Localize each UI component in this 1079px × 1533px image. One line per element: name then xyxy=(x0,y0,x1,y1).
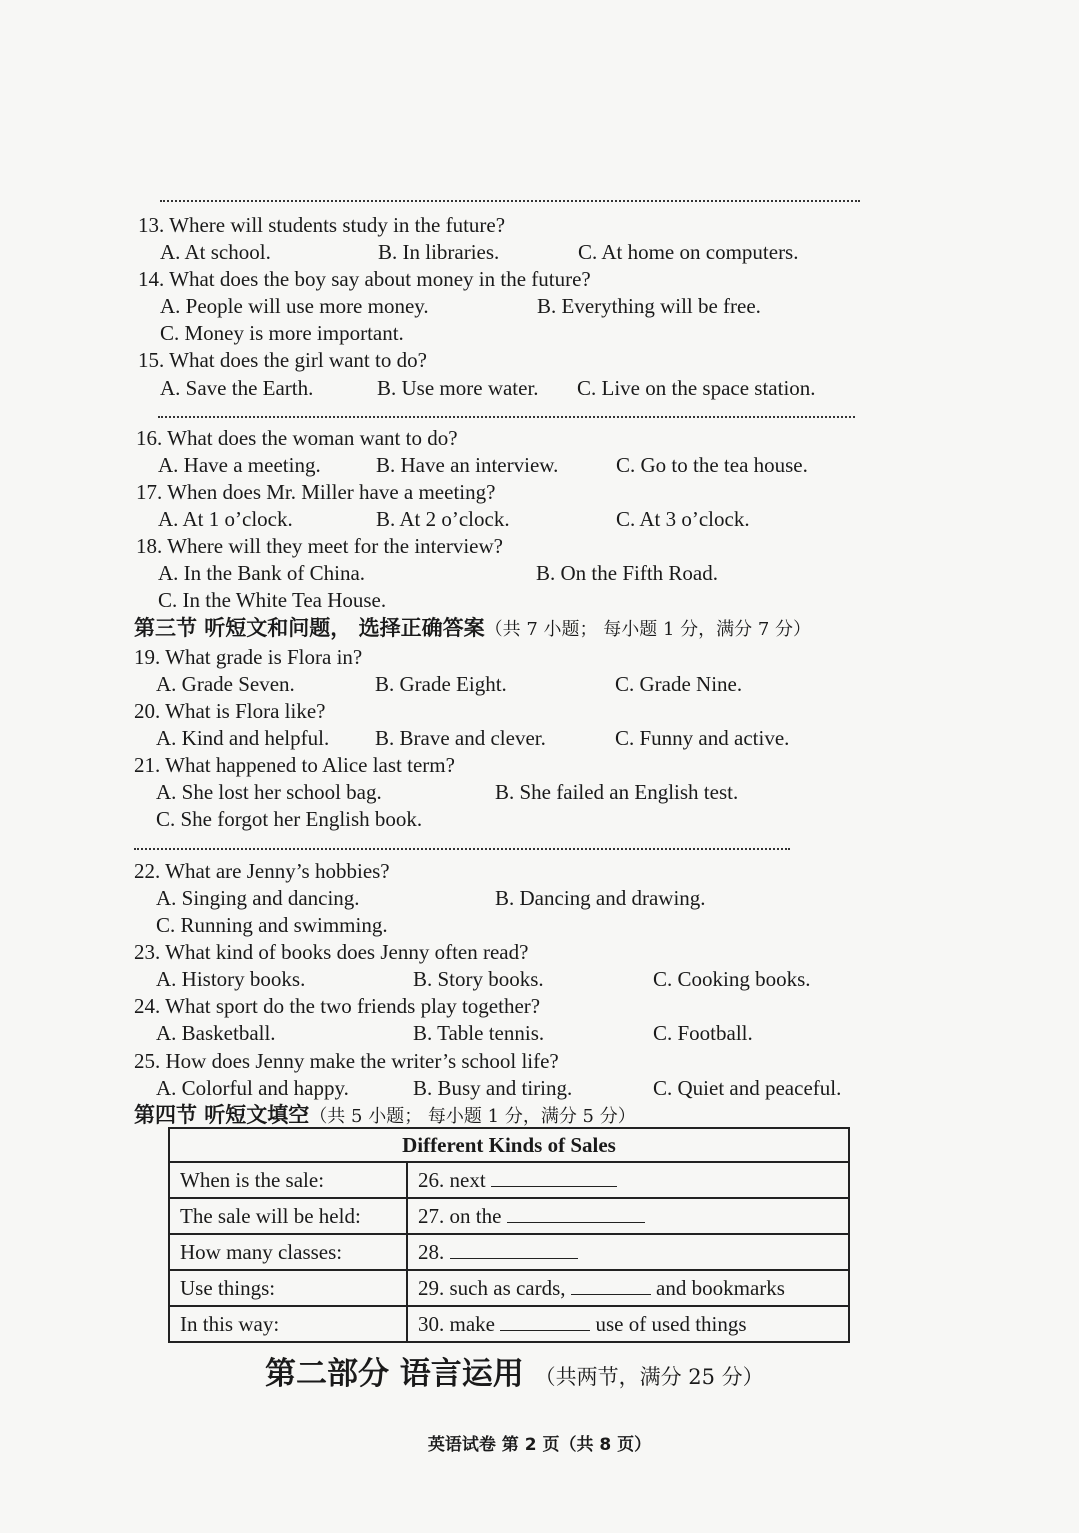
option-14b: B. Everything will be free. xyxy=(537,294,761,318)
option-17c: C. At 3 o’clock. xyxy=(616,507,750,531)
option-20a: A. Kind and helpful. xyxy=(156,726,330,750)
row-label: When is the sale: xyxy=(169,1162,407,1198)
question-17: 17. When does Mr. Miller have a meeting? xyxy=(136,480,496,504)
question-21: 21. What happened to Alice last term? xyxy=(134,753,455,777)
option-22a: A. Singing and dancing. xyxy=(156,886,360,910)
question-19: 19. What grade is Flora in? xyxy=(134,645,363,669)
divider-dotted xyxy=(134,848,790,850)
option-15c: C. Live on the space station. xyxy=(577,376,816,400)
option-15a: A. Save the Earth. xyxy=(160,376,314,400)
part-2-heading xyxy=(265,1348,764,1393)
section-3-note: （共 7 小题； 每小题 1 分，满分 7 分） xyxy=(484,619,812,640)
row-answer-cell xyxy=(407,1270,849,1306)
table-row xyxy=(169,1306,849,1342)
row-prompt: 26. next xyxy=(418,1167,486,1192)
question-18: 18. Where will they meet for the interview? xyxy=(136,534,503,558)
option-24c: C. Football. xyxy=(653,1021,753,1045)
question-15: 15. What does the girl want to do? xyxy=(138,348,427,372)
row-prompt: 28. xyxy=(418,1239,445,1264)
option-16b: B. Have an interview. xyxy=(376,453,559,477)
option-14c: C. Money is more important. xyxy=(160,321,404,345)
option-23c: C. Cooking books. xyxy=(653,967,811,991)
option-22b: B. Dancing and drawing. xyxy=(495,886,706,910)
option-13a: A. At school. xyxy=(160,240,271,264)
option-15b: B. Use more water. xyxy=(377,376,539,400)
option-21b: B. She failed an English test. xyxy=(495,780,739,804)
question-22: 22. What are Jenny’s hobbies? xyxy=(134,859,390,883)
option-16c: C. Go to the tea house. xyxy=(616,453,808,477)
option-25c: C. Quiet and peaceful. xyxy=(653,1076,842,1100)
section-4-heading xyxy=(134,1102,636,1130)
answer-blank-26[interactable] xyxy=(491,1168,617,1187)
option-25b: B. Busy and tiring. xyxy=(413,1076,573,1100)
table-row xyxy=(169,1270,849,1306)
part-2-note: （共两节，满分 25 分） xyxy=(534,1365,764,1389)
option-21c: C. She forgot her English book. xyxy=(156,807,423,831)
part-2-title: 第二部分 语言运用 xyxy=(265,1356,524,1392)
row-prompt: 30. make xyxy=(418,1311,495,1336)
table-row xyxy=(169,1234,849,1270)
option-17b: B. At 2 o’clock. xyxy=(376,507,510,531)
row-label: The sale will be held: xyxy=(169,1198,407,1234)
section-4-title: 第四节 听短文填空 xyxy=(134,1103,310,1127)
table-row xyxy=(169,1162,849,1198)
option-19c: C. Grade Nine. xyxy=(615,672,743,696)
option-23a: A. History books. xyxy=(156,967,306,991)
question-16: 16. What does the woman want to do? xyxy=(136,426,458,450)
option-17a: A. At 1 o’clock. xyxy=(158,507,293,531)
row-answer-cell xyxy=(407,1162,849,1198)
row-suffix: use of used things xyxy=(595,1311,747,1336)
question-23: 23. What kind of books does Jenny often read? xyxy=(134,940,529,964)
option-25a: A. Colorful and happy. xyxy=(156,1076,349,1100)
option-20c: C. Funny and active. xyxy=(615,726,790,750)
question-25: 25. How does Jenny make the writer’s school life? xyxy=(134,1049,559,1073)
option-16a: A. Have a meeting. xyxy=(158,453,321,477)
option-13b: B. In libraries. xyxy=(378,240,500,264)
option-14a: A. People will use more money. xyxy=(160,294,429,318)
option-19a: A. Grade Seven. xyxy=(156,672,295,696)
question-20: 20. What is Flora like? xyxy=(134,699,326,723)
divider-dotted xyxy=(160,200,860,202)
row-answer-cell xyxy=(407,1306,849,1342)
option-21a: A. She lost her school bag. xyxy=(156,780,382,804)
question-13: 13. Where will students study in the future? xyxy=(138,213,506,237)
option-18c: C. In the White Tea House. xyxy=(158,588,387,612)
option-19b: B. Grade Eight. xyxy=(375,672,507,696)
row-label: How many classes: xyxy=(169,1234,407,1270)
sales-table xyxy=(168,1127,850,1343)
page-footer: 英语试卷 第 2 页（共 8 页） xyxy=(427,1435,652,1455)
row-prompt: 27. on the xyxy=(418,1203,502,1228)
answer-blank-29[interactable] xyxy=(571,1276,651,1295)
row-answer-cell xyxy=(407,1198,849,1234)
table-row xyxy=(169,1198,849,1234)
row-prompt: 29. such as cards, xyxy=(418,1275,566,1300)
option-23b: B. Story books. xyxy=(413,967,544,991)
option-24b: B. Table tennis. xyxy=(413,1021,545,1045)
answer-blank-30[interactable] xyxy=(500,1312,590,1331)
table-header-row xyxy=(169,1128,849,1162)
option-13c: C. At home on computers. xyxy=(578,240,799,264)
answer-blank-28[interactable] xyxy=(450,1240,578,1259)
row-answer-cell xyxy=(407,1234,849,1270)
section-3-title: 第三节 听短文和问题， 选择正确答案 xyxy=(134,616,485,640)
option-20b: B. Brave and clever. xyxy=(375,726,546,750)
question-24: 24. What sport do the two friends play together? xyxy=(134,994,541,1018)
option-18b: B. On the Fifth Road. xyxy=(536,561,718,585)
section-3-heading xyxy=(134,615,811,643)
option-22c: C. Running and swimming. xyxy=(156,913,388,937)
section-4-note: （共 5 小题； 每小题 1 分，满分 5 分） xyxy=(309,1106,636,1127)
option-24a: A. Basketball. xyxy=(156,1021,276,1045)
answer-blank-27[interactable] xyxy=(507,1204,645,1223)
divider-dotted xyxy=(158,416,855,418)
option-18a: A. In the Bank of China. xyxy=(158,561,366,585)
row-suffix: and bookmarks xyxy=(656,1275,785,1300)
row-label: Use things: xyxy=(169,1270,407,1306)
question-14: 14. What does the boy say about money in the future? xyxy=(138,267,591,291)
row-label: In this way: xyxy=(169,1306,407,1342)
table-title: Different Kinds of Sales xyxy=(169,1128,849,1162)
